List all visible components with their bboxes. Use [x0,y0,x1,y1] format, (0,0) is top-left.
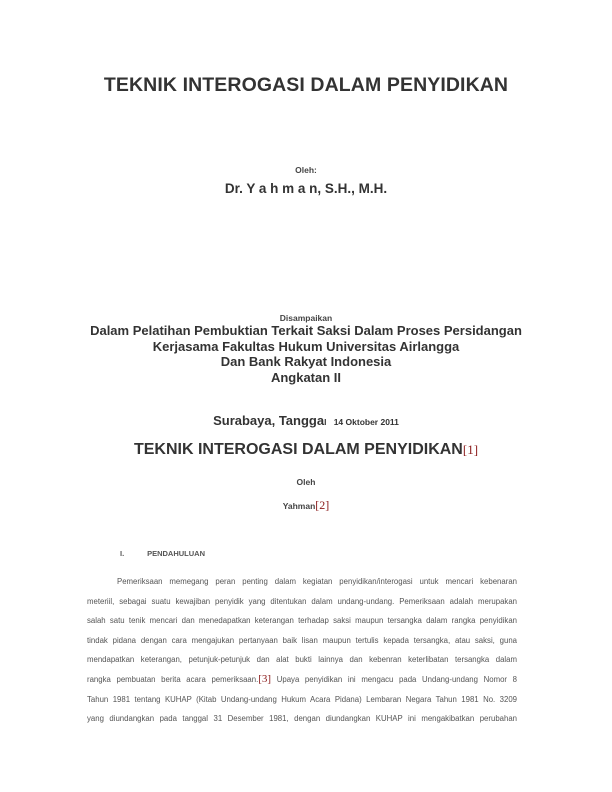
paragraph-line: yang diundangkan pada tanggal 31 Desember 1981, dengan diundangkan KUHAP ini mengakibatkan perubahan [87,714,517,724]
place-date [0,413,612,428]
place: Surabaya, Tangga [213,413,325,428]
footnote-link-2[interactable]: [2] [315,498,330,512]
paragraph-line: rangka pembuatan berita acara pemeriksaan.[3] Upaya penyidikan ini mengacu pada Undang-undang Nomor 8 [87,672,517,685]
event-description [0,323,612,385]
document-title: TEKNIK INTEROGASI DALAM PENYIDIKAN [103,74,509,96]
paragraph-line: Tahun 1981 tentang KUHAP (Kitab Undang-undang Hukum Acara Pidana) Lembaran Negara Tahun 1981 No. 3209 [87,694,517,704]
event-line: Angkatan II [270,369,342,385]
section-number: I. [120,549,125,558]
paper-oleh-label: Oleh [296,477,316,487]
section-title: PENDAHULUAN [147,549,206,558]
paper-author [0,498,612,513]
paragraph-line: Pemeriksaan memegang peran penting dalam kegiatan penyidikan/interogasi untuk mencari kebenaran [117,577,517,586]
paragraph-line: meteriil, sebagai suatu kewajiban penyidik yang ditentukan dalam undang-undang. Pemeriksaan adalah merupakan [87,596,517,606]
footnote-link-1[interactable]: [1] [462,442,479,457]
paragraph-line: mendapatkan keterangan, petunjuk-petunjuk dan alat bukti lainnya dan kebenran keterlibatan tersangka dalam [87,655,517,665]
body-paragraph [87,572,517,729]
paper-title-text: TEKNIK INTEROGASI DALAM PENYIDIKAN [133,441,463,458]
event-line: Dalam Pelatihan Pembuktian Terkait Saksi Dalam Proses Persidangan [90,323,522,338]
date: 14 Oktober 2011 [333,417,399,427]
paper-title [0,441,612,459]
paper-author-name: Yahman [282,501,316,511]
paragraph-line: tindak pidana dengan cara mengajukan pertanyaan baik lisan maupun tertulis kepada tersangka, atau saksi, guna [87,635,517,645]
cover-author: Dr. Y a h m a n, S.H., M.H. [224,181,388,196]
disampaikan-label: Disampaikan [279,313,333,323]
section-heading [120,549,205,558]
paragraph-line: salah satu tenik mencari dan menedapatkan keterangan terhadap saksi maupun tersangka dalam rangka penyidikan [87,616,517,626]
place-suffix: l [324,417,327,427]
footnote-link-3[interactable]: [3] [258,672,272,685]
cover-oleh-label: Oleh: [295,165,317,175]
event-line: Kerjasama Fakultas Hukum Universitas Airlangga [152,338,460,354]
event-line: Dan Bank Rakyat Indonesia [220,354,392,369]
